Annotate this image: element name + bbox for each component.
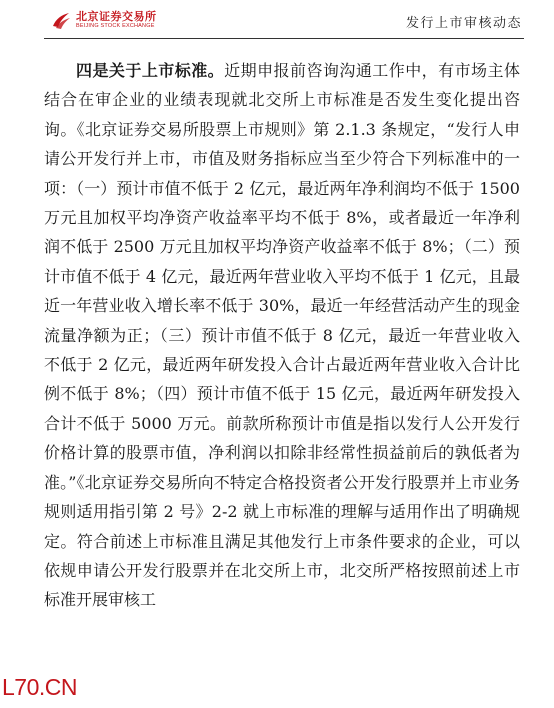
header-divider	[44, 38, 524, 39]
section-title: 发行上市审核动态	[405, 16, 522, 31]
logo-text	[76, 11, 157, 30]
body-paragraph	[44, 56, 520, 615]
logo-chinese-name: 北京证券交易所	[76, 9, 157, 23]
exchange-logo	[50, 6, 157, 34]
site-watermark: L70.CN	[2, 674, 77, 700]
paragraph-text: 近期申报前咨询沟通工作中，有市场主体结合在审企业的业绩表现就北交所上市标准是否发生变化提出咨询。《北京证券交易所股票上市规则》第 2.1.3 条规定，“发行人申请公开发行并上市，市值及财务指标应当至少符合下列标准中的一项：（一）预计市值不低于 2 亿元，最近两年净利润均不低于 1500 万元且加权平均净资产收益率平均不低于 8%，或者最近一年净利润不低于 2500 万元且加权平均净资产收益率不低于 8%；（二）预计市值不低于 4 亿元，最近两年营业收入平均不低于 1 亿元，且最近一年营业收入增长率不低于 30%，最近一年经营活动产生的现金流量净额为正；（三）预计市值不低于 8 亿元，最近一年营业收入不低于 2 亿元，最近两年研发投入合计占最近两年营业收入合计比例不低于 8%；（四）预计市值不低于 15 亿元，最近两年研发投入合计不低于 5000 万元。前款所称预计市值是指以发行人公开发行价格计算的股票市值，净利润以扣除非经常性损益前后的孰低者为准。”《北京证券交易所向不特定合格投资者公开发行股票并上市业务规则适用指引第 2 号》2-2 就上市标准的理解与适用作出了明确规定。符合前述上市标准且满足其他发行上市条件要求的企业，可以依规申请公开发行股票并在北交所上市，北交所严格按照前述上市标准开展审核工	[44, 61, 520, 610]
bse-logo-icon	[50, 9, 72, 31]
page-header	[0, 0, 554, 40]
paragraph-heading: 四是关于上市标准。	[76, 61, 225, 80]
logo-english-name: BEIJING STOCK EXCHANGE	[76, 22, 155, 29]
